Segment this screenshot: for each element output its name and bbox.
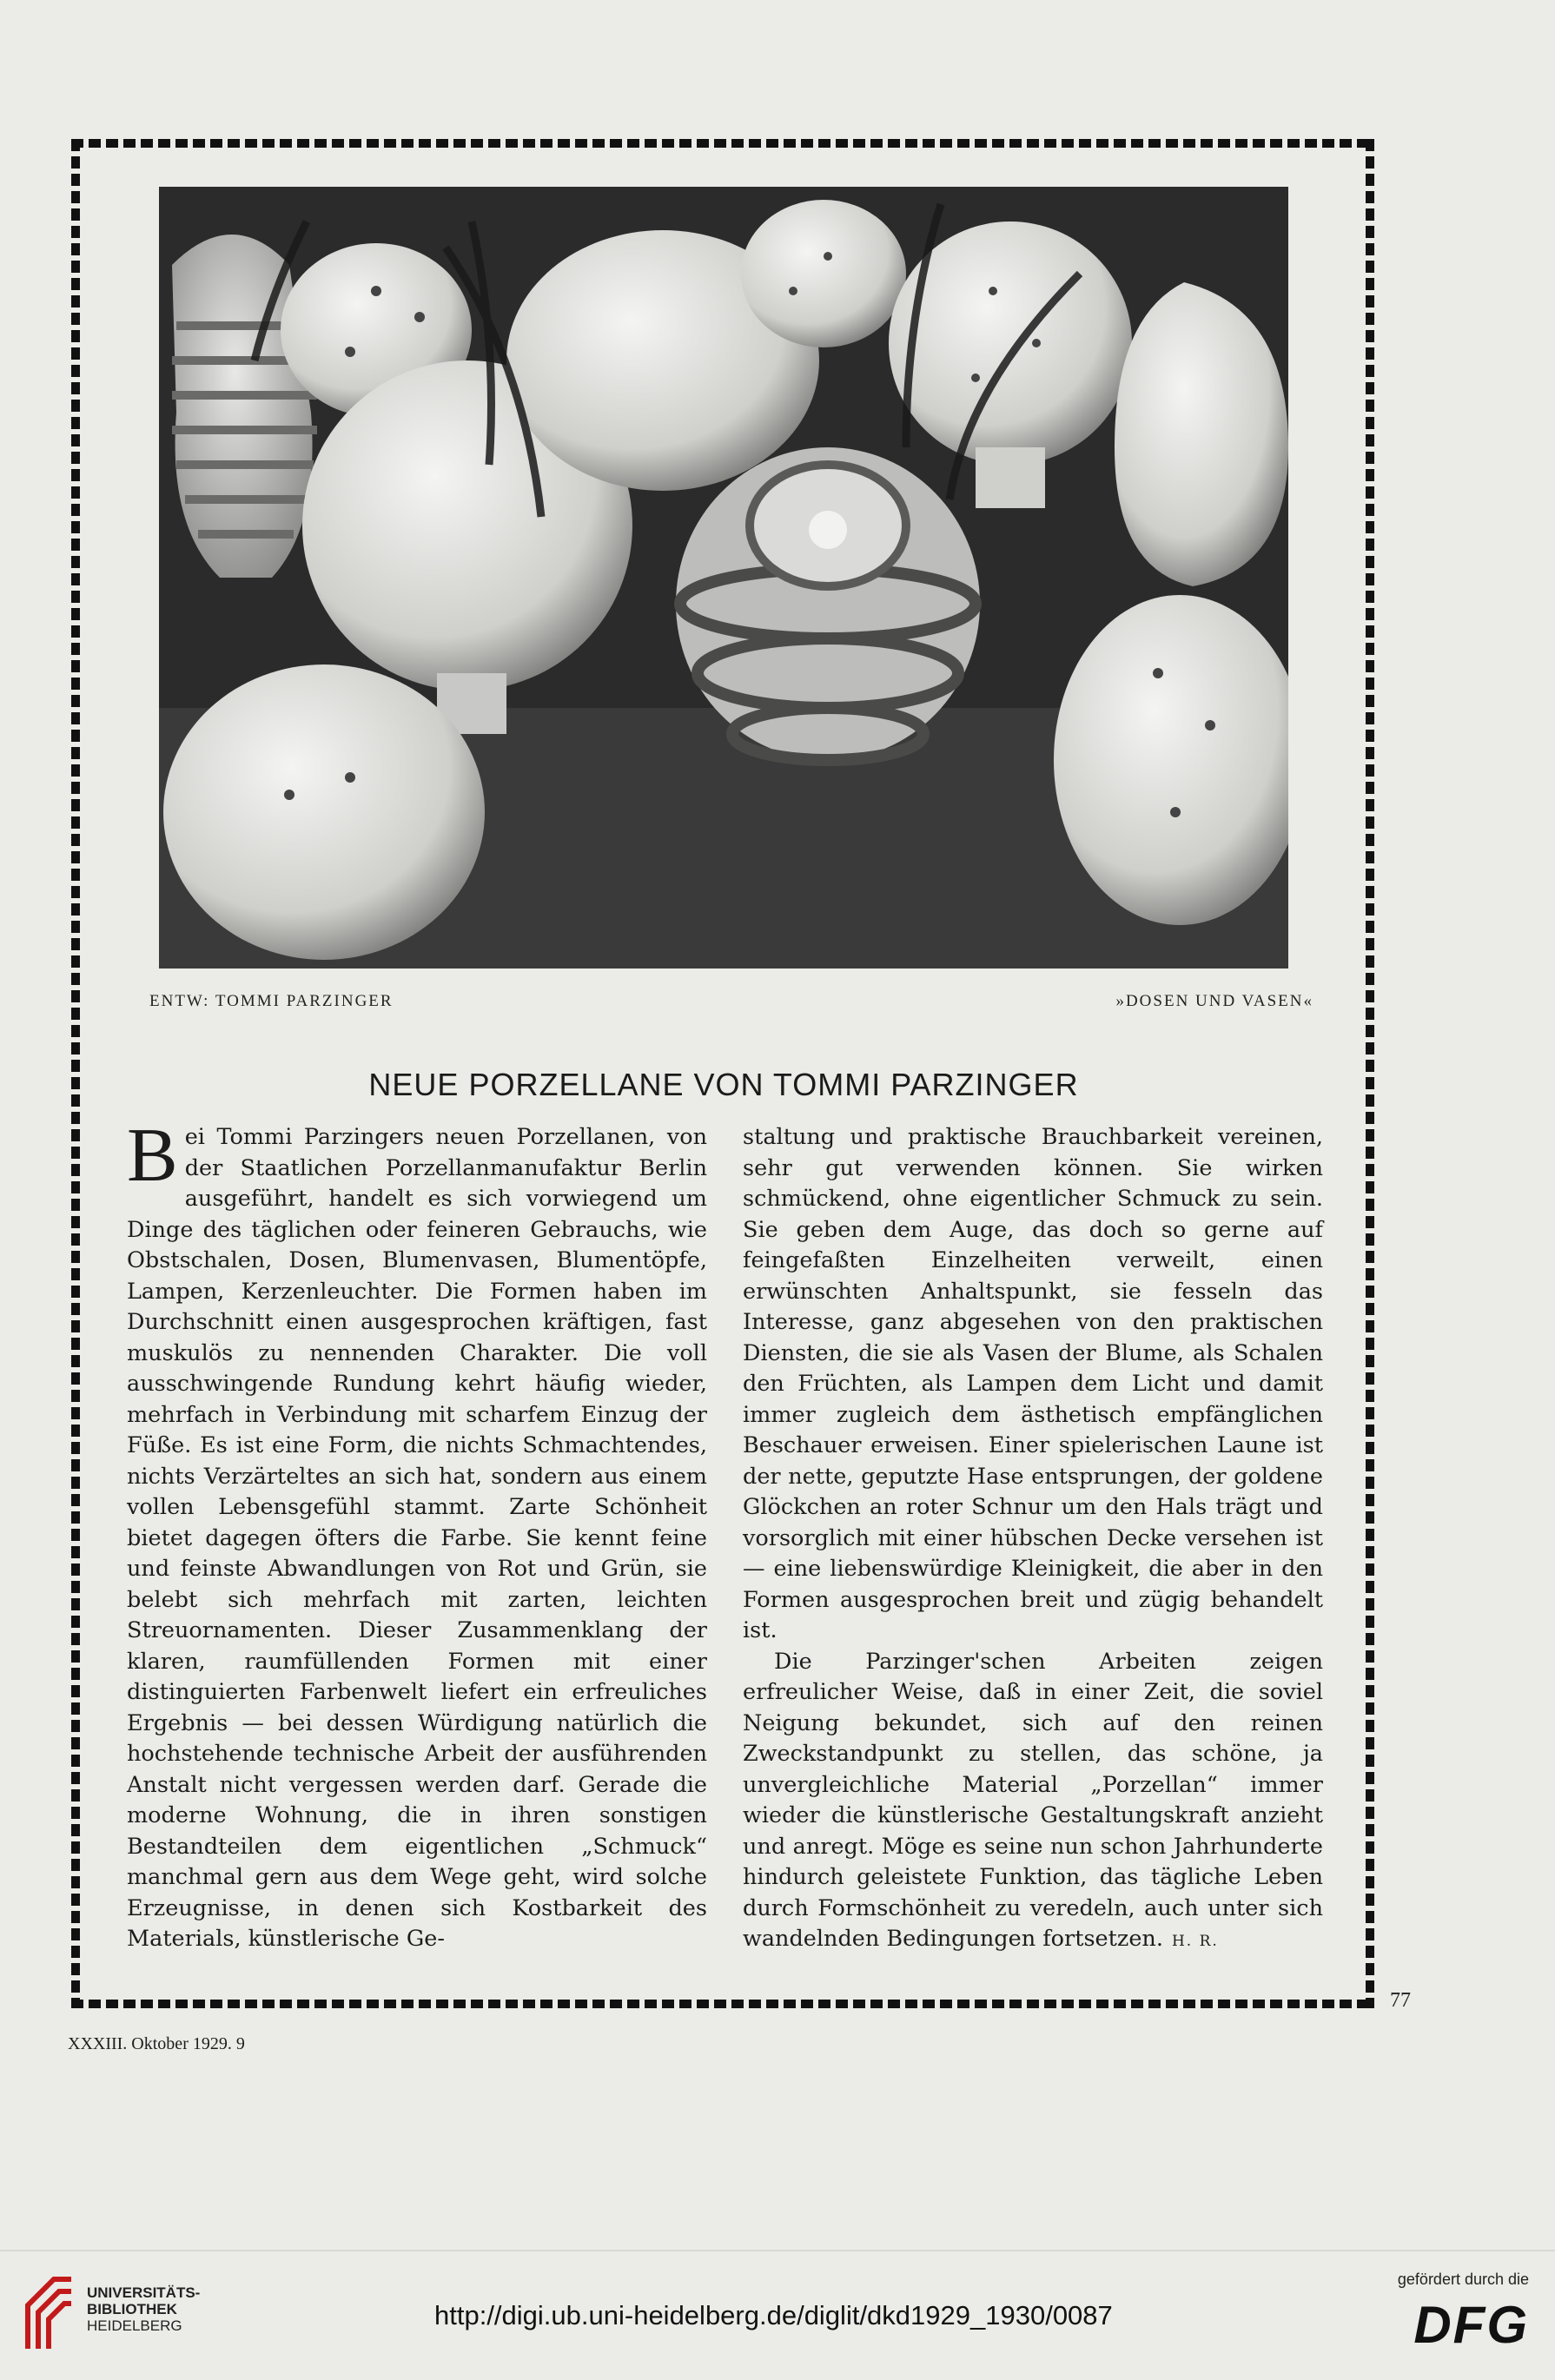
photo-caption-title: »DOSEN UND VASEN« (1115, 992, 1313, 1010)
drop-cap: B (127, 1114, 178, 1198)
article-paragraph-3-text: Die Parzinger'schen Arbeiten zeigen erfreulicher Weise, daß in einer Zeit, die soviel Neigung bekundet, sich auf den reinen Zweckstandpunkt zu stellen, das schöne, ja unvergleichliche Material „Porzellan“ immer wieder die künstlerische Gestaltungskraft anzieht und anregt. Möge es seine nun schon Jahrhunderte hindurch geleistete Funktion, das tägliche Leben durch Formschönheit zu veredeln, auch unter sich wandelnden Bedingungen fortsetzen. (743, 1648, 1323, 1952)
funded-by-label: gefördert durch die (1397, 2271, 1529, 2288)
border-left (71, 139, 80, 2008)
article-paragraph-1: ei Tommi Parzingers neuen Porzellanen, von der Staatlichen Porzellanmanufaktur Berlin ausgeführt, handelt es sich vorwiegend um Dinge des täglichen oder feineren Gebrauchs, wie Obstschalen, Dosen, Blumenvasen, Blumentöpfe, Lampen, Kerzenleuchter. Die Formen haben im Durchschnitt einen ausgesprochen kräftigen, fast muskulös zu nennenden Charakter. Die voll ausschwingende Rundung kehrt häufig wieder, mehrfach in Verbindung mit scharfem Einzug der Füße. Es ist eine Form, die nichts Schmachtendes, nichts Verzärteltes an sich hat, sondern aus einem vollen Lebensgefühl stammt. Zarte Schönheit bietet dagegen öfters die Farbe. Sie kennt feine und feinste Abwandlungen von Rot und Grün, sie belebt sich mehrfach mit zarten, leichten Streuornamenten. Dieser Zusammenklang der klaren, raumfüllenden Formen mit einer distinguierten Farbenwelt liefert ein erfreuliches Ergebnis — bei dessen Würdigung natürlich die hochstehende technische Arbeit der ausführenden Anstalt nicht vergessen werden darf. Gerade die moderne Wohnung, die in ihren sonstigen Bestandteilen dem eigentlichen „Schmuck“ manchmal gern aus dem Wege geht, wird solche Erzeugnisse, in denen sich Kostbarkeit des Materials, künstlerische Ge- (127, 1124, 707, 1952)
article-column-right (743, 1122, 1323, 1958)
permalink-url[interactable]: http://digi.ub.uni-heidelberg.de/diglit/dkd1929_1930/0087 (434, 2300, 1113, 2330)
article-paragraph-3 (743, 1647, 1323, 1958)
article-title: NEUE PORZELLANE VON TOMMI PARZINGER (368, 1067, 1079, 1102)
porcelain-photo (159, 187, 1288, 969)
page-number: 77 (1390, 1989, 1411, 2012)
author-signature: H. R. (1171, 1933, 1219, 1950)
photo-caption-credit: ENTW: TOMMI PARZINGER (149, 992, 394, 1010)
library-logo-icon (19, 2271, 80, 2357)
library-name-line1: UNIVERSITÄTS- (87, 2284, 201, 2301)
footer-divider (0, 2250, 1555, 2251)
border-top (71, 139, 1374, 148)
border-bottom (71, 2000, 1374, 2008)
library-name (87, 2284, 200, 2334)
issue-line: XXXIII. Oktober 1929. 9 (68, 2034, 245, 2053)
border-right (1366, 139, 1374, 2008)
article-column-left (127, 1114, 707, 1955)
library-name-line2: BIBLIOTHEK (87, 2301, 177, 2317)
article-paragraph-2: staltung und praktische Brauchbarkeit vereinen, sehr gut verwenden können. Sie wirken schmückend, ohne eigentlicher Schmuck zu sein. Sie geben dem Auge, das doch so gerne auf feingefaßten Einzelheiten verweilt, einen erwünschten Anhaltspunkt, sie fesseln das Interesse, ganz abgesehen von den praktischen Diensten, die sie als Vasen der Blume, als Schalen den Früchten, als Lampen dem Licht und damit immer zugleich dem ästhetisch empfänglichen Beschauer erweisen. Einer spielerischen Laune ist der nette, geputzte Hase entsprungen, der goldene Glöckchen an roter Schnur um den Hals trägt und vorsorglich mit einer hübschen Decke versehen ist — eine liebenswürdige Kleinigkeit, die aber in den Formen ausgesprochen breit und zügig behandelt ist. (743, 1124, 1323, 1643)
library-name-line3: HEIDELBERG (87, 2317, 182, 2334)
dfg-logo: DFG (1413, 2296, 1529, 2354)
